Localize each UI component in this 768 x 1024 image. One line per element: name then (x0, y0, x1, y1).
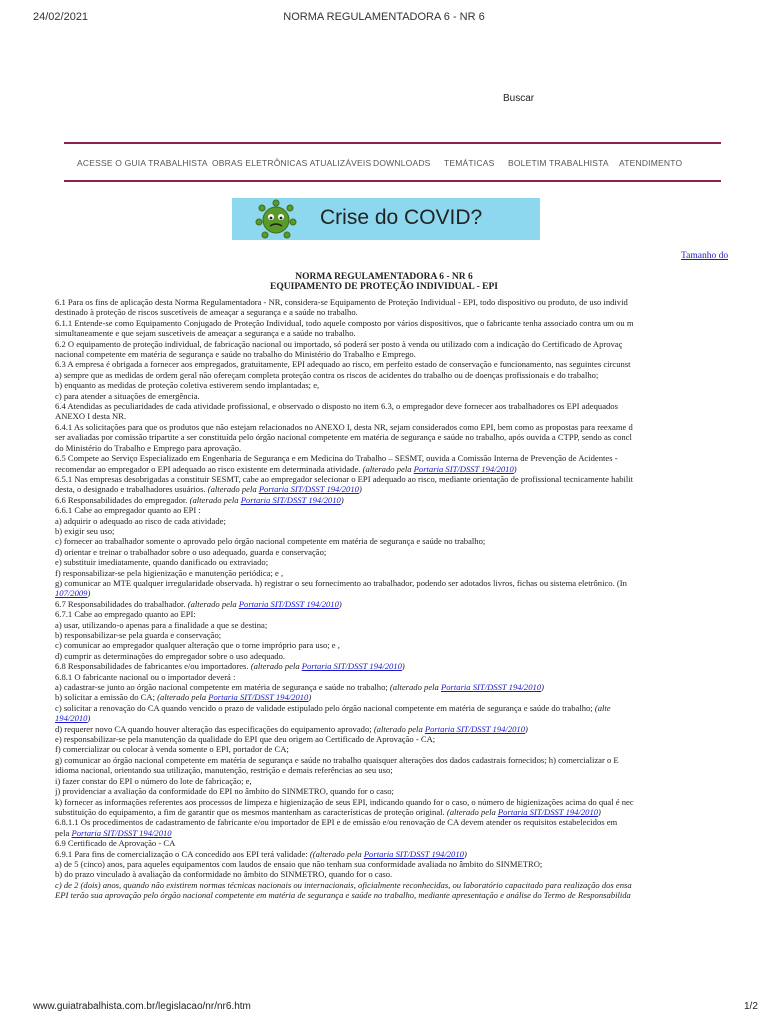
text-line: 6.1 Para os fins de aplicação desta Norma Regulamentadora - NR, considera-se Equipamento de Proteção Individual - EPI, todo dispositivo ou produto, de uso individ (55, 297, 628, 307)
portaria-link[interactable]: Portaria SIT/DSST 194/2010 (413, 463, 514, 474)
nav-item-boletim[interactable]: BOLETIM TRABALHISTA (508, 158, 609, 168)
doc-subtitle: EQUIPAMENTO DE PROTEÇÃO INDIVIDUAL - EPI (270, 282, 498, 292)
alteration-note: (alterado pela (157, 692, 209, 703)
portaria-link[interactable]: Portaria SIT/DSST 194/2010 (258, 484, 359, 495)
portaria-link[interactable]: Portaria SIT/DSST 194/2010 (441, 682, 542, 693)
text-line: d) requerer novo CA quando houver alteração das especificações do equipamento aprovado; (alterado pela Portaria SIT/DSST 194/2010) (55, 723, 528, 734)
text-line: c) comunicar ao empregador qualquer alteração que o torne impróprio para uso; e , (55, 640, 340, 651)
instruction-link[interactable]: 107/2009 (55, 588, 88, 599)
text-line: 6.6 Responsabilidades do empregador. (alterado pela Portaria SIT/DSST 194/2010) (55, 494, 344, 505)
text-line: destinado à proteção de riscos suscetíveis de ameaçar a segurança e a saúde no trabalho. (55, 307, 358, 318)
text-line: e) substituir imediatamente, quando danificado ou extraviado; (55, 557, 269, 568)
text-segment: 6.7 Responsabilidades do trabalhador. (55, 598, 188, 609)
text-segment: 6.9.1 Para fins de comercialização o CA concedido aos EPI terá validade: (55, 848, 310, 859)
page-url: www.guiatrabalhista.com.br/legislacao/nr/nr6.htm (33, 1001, 251, 1012)
portaria-link[interactable]: Portaria SIT/DSST 194/2010 (301, 661, 402, 672)
alteration-note: (alterado pela (250, 661, 302, 672)
portaria-link[interactable]: Portaria SIT/DSST 194/2010 (208, 692, 309, 703)
text-line: i) fazer constar do EPI o número do lote de fabricação; e, (55, 775, 252, 786)
text-line: 6.4 Atendidas as peculiaridades de cada atividade profissional, e observado o disposto no item 6.3, o empregador deve fornecer aos trabalhadores os EPI adequados (55, 401, 618, 412)
text-line: 107/2009) (55, 588, 91, 599)
text-line: c) de 2 (dois) anos, quando não existirem normas técnicas nacionais ou internacionais, oficialmente reconhecidas, ou laboratório capacitado para realização dos ensa (55, 879, 632, 890)
text-line: b) enquanto as medidas de proteção coletiva estiverem sendo implantadas; e, (55, 380, 320, 391)
text-line: 6.8 Responsabilidades de fabricantes e/ou importadores. (alterado pela Portaria SIT/DSST 194/2010) (55, 661, 405, 672)
text-segment: a) cadastrar-se junto ao órgão nacional competente em matéria de segurança e saúde no trabalho; (55, 682, 390, 693)
font-size-link[interactable]: Tamanho do (681, 251, 729, 261)
alteration-note: (alterado pela (373, 723, 425, 734)
text-line: 6.9 Certificado de Aprovação - CA (55, 838, 176, 849)
doc-title: NORMA REGULAMENTADORA 6 - NR 6 (295, 272, 473, 282)
nav-item-guia[interactable]: ACESSE O GUIA TRABALHISTA (77, 158, 208, 168)
text-line: g) comunicar ao MTE qualquer irregularidade observada. h) registrar o seu fornecimento ao trabalhador, podendo ser adotados livros, fichas ou sistema eletrônico. (In (55, 577, 627, 588)
text-line: f) responsabilizar-se pela higienização e manutenção periódica; e , (55, 567, 284, 578)
text-line: simultaneamente e que sejam suscetíveis de ameaçar a segurança e a saúde no trabalho. (55, 328, 356, 339)
text-line: a) usar, utilizando-o apenas para a finalidade a que se destina; (55, 619, 268, 630)
text-line: 6.6.1 Cabe ao empregador quanto ao EPI : (55, 505, 201, 516)
text-line: a) adquirir o adequado ao risco de cada atividade; (55, 515, 226, 526)
text-line: d) orientar e treinar o trabalhador sobre o uso adequado, guarda e conservação; (55, 546, 327, 557)
text-line: 6.7.1 Cabe ao empregado quanto ao EPI: (55, 609, 196, 620)
portaria-link[interactable]: Portaria SIT/DSST 194/2010 (238, 598, 339, 609)
text-line: f) comercializar ou colocar à venda somente o EPI, portador de CA; (55, 744, 289, 755)
portaria-link-cont[interactable]: 194/2010 (55, 713, 88, 724)
text-segment: d) requerer novo CA quando houver alteração das especificações do equipamento aprovado; (55, 723, 374, 734)
alteration-note: (alterado pela (312, 848, 364, 859)
text-line: b) solicitar a emissão do CA; (alterado pela Portaria SIT/DSST 194/2010) (55, 692, 312, 703)
portaria-link[interactable]: Portaria SIT/DSST 194/2010 (424, 723, 526, 734)
text-line: 6.4.1 As solicitações para que os produtos que não estejam relacionados no ANEXO I, desta NR, sejam considerados como EPI, bem como as propostas para reexame d (55, 421, 633, 432)
virus-icon (246, 198, 306, 240)
text-line: a) de 5 (cinco) anos, para aqueles equipamentos com laudos de ensaio que não tenham sua conformidade avaliada no âmbito do SINMETRO; (55, 858, 543, 869)
text-segment: b) solicitar a emissão do CA; (55, 692, 158, 703)
text-line: 6.3 A empresa é obrigada a fornecer aos empregados, gratuitamente, EPI adequado ao risco, em perfeito estado de conservação e funcionamento, nas seguintes circunst (55, 359, 631, 370)
alteration-note: (alterado pela (389, 682, 441, 693)
portaria-link[interactable]: Portaria SIT/DSST 194/2010 (240, 494, 341, 505)
text-line (55, 828, 768, 838)
main-nav (64, 158, 721, 172)
text-line: 6.5.1 Nas empresas desobrigadas a constituir SESMT, cabe ao empregador selecionar o EPI adequado ao risco, mediante orientação de profissional tecnicamente habilit (55, 473, 634, 484)
nav-top-rule (64, 142, 721, 144)
nav-item-downloads[interactable]: DOWNLOADS (373, 158, 431, 168)
alteration-note: (alterado pela (446, 806, 498, 817)
text-line: 6.8.1 O fabricante nacional ou o importador deverá : (55, 671, 236, 682)
text-line: substituição do equipamento, a fim de garantir que os mesmos mantenham as características de proteção original. (alterado pela Portaria SIT/DSST 194/2010) (55, 806, 601, 817)
nav-item-obras[interactable]: OBRAS ELETRÔNICAS ATUALIZÁVEIS (212, 158, 372, 168)
text-line: 6.9.1 Para fins de comercialização o CA concedido aos EPI terá validade: ((alterado pela Portaria SIT/DSST 194/2010) (55, 848, 467, 859)
page-number: 1/2 (744, 1001, 758, 1012)
text-segment: 6.6 Responsabilidades do empregador. (55, 494, 190, 505)
text-line: a) cadastrar-se junto ao órgão nacional competente em matéria de segurança e saúde no trabalho; (alterado pela Portaria SIT/DSST 194/2010) (55, 682, 544, 693)
text-line: do Ministério do Trabalho e Emprego para aprovação. (55, 442, 242, 453)
text-line: EPI terão sua aprovação pelo órgão nacional competente em matéria de segurança e saúde no trabalho, mediante apresentação e análise do Termo de Responsabilida (55, 890, 631, 901)
alteration-note: (alterado pela (362, 463, 414, 474)
text-line: g) comunicar ao órgão nacional competente em matéria de segurança e saúde no trabalho quaisquer alterações dos dados cadastrais fornecidos; h) comercializar o E (55, 754, 619, 765)
text-line: nacional competente em matéria de segurança e saúde no trabalho do Ministério do Trabalho e Emprego. (55, 349, 416, 360)
alteration-note: (alterado pela (189, 494, 241, 505)
alteration-note: (alterado pela (187, 598, 239, 609)
alteration-note: (alterado pela (207, 484, 259, 495)
nav-item-atendimento[interactable]: ATENDIMENTO (619, 158, 683, 168)
text-line: 6.1.1 Entende-se como Equipamento Conjugado de Proteção Individual, todo aquele composto por vários dispositivos, que o fabricante tenha associado contra um ou m (55, 317, 634, 328)
text-line: b) exigir seu uso; (55, 525, 115, 536)
text-line: ser avaliadas por comissão tripartite a ser constituída pelo órgão nacional competente em matéria de segurança e saúde no trabalho, após ouvida a CTPP, sendo as concl (55, 432, 632, 443)
portaria-link[interactable]: Portaria SIT/DSST 194/2010 (497, 806, 599, 817)
text-line: b) do prazo vinculado à avaliação da conformidade no âmbito do SINMETRO, quando for o caso. (55, 869, 393, 880)
text-line: j) providenciar a avaliação da conformidade do EPI no âmbito do SINMETRO, quando for o caso; (55, 786, 394, 797)
text-line: k) fornecer as informações referentes aos processos de limpeza e higienização de seus EPI, indicando quando for o caso, o número de higienizações acima do qual é nec (55, 796, 634, 807)
text-line: idioma nacional, orientando sua utilização, manutenção, restrição e demais referências ao seu uso; (55, 765, 393, 776)
search-link[interactable]: Buscar (503, 93, 535, 104)
text-line: desta, o designado e trabalhadores usuários. (alterado pela Portaria SIT/DSST 194/2010) (55, 484, 362, 495)
text-line: d) cumprir as determinações do empregador sobre o uso adequado. (55, 650, 286, 661)
text-line: 6.8.1.1 Os procedimentos de cadastramento de fabricante e/ou importador de EPI e de emissão e/ou renovação de CA devem atender os requisitos estabelecidos em (55, 817, 618, 828)
portaria-link[interactable]: Portaria SIT/DSST 194/2010 (71, 827, 172, 838)
print-title: NORMA REGULAMENTADORA 6 - NR 6 (283, 11, 485, 23)
nav-item-tematicas[interactable]: TEMÁTICAS (444, 158, 495, 168)
text-line: c) fornecer ao trabalhador somente o aprovado pelo órgão nacional competente em matéria de segurança e saúde no trabalho; (55, 536, 486, 547)
text-line: b) responsabilizar-se pela guarda e conservação; (55, 630, 222, 640)
text-line: 6.2 O equipamento de proteção individual, de fabricação nacional ou importado, só poderá ser posto à venda ou utilizado com a indicação do Certificado de Aprovaç (55, 338, 623, 349)
text-line: 194/2010) (55, 713, 91, 724)
text-line: ANEXO I desta NR. (55, 411, 127, 422)
text-segment: c) solicitar a renovação do CA quando vencido o prazo de validade estipulado pelo órgão nacional competente em matéria de segurança e saúde do trabalho; (55, 702, 595, 713)
nav-bottom-rule (64, 180, 721, 182)
print-date: 24/02/2021 (33, 11, 89, 23)
text-line: 6.7 Responsabilidades do trabalhador. (alterado pela Portaria SIT/DSST 194/2010) (55, 598, 342, 609)
text-segment: desta, o designado e trabalhadores usuários. (55, 484, 208, 495)
text-segment: 6.8 Responsabilidades de fabricantes e/ou importadores. (55, 661, 251, 672)
text-segment: substituição do equipamento, a fim de garantir que os mesmos mantenham as características de proteção original. (55, 806, 447, 817)
text-line: 6.5 Compete ao Serviço Especializado em Engenharia de Segurança e em Medicina do Trabalho – SESMT, ouvida a Comissão Interna de Prevenção de Acidentes - (55, 453, 618, 464)
banner-text: Crise do COVID? (320, 206, 483, 229)
document-body (55, 297, 768, 901)
text-segment: pela (55, 827, 72, 838)
print-header (0, 0, 768, 30)
covid-banner[interactable] (232, 198, 540, 240)
alteration-note-cut: (alte (594, 702, 611, 713)
text-segment: recomendar ao empregador o EPI adequado ao risco existente em determinada atividade. (55, 463, 363, 474)
text-line: recomendar ao empregador o EPI adequado ao risco existente em determinada atividade. (alterado pela Portaria SIT/DSST 194/2010) (55, 463, 517, 474)
text-line: c) para atender a situações de emergência. (55, 390, 200, 401)
text-line: a) sempre que as medidas de ordem geral não ofereçam completa proteção contra os riscos de acidentes do trabalho ou de doenças profissionais e do trabalho; (55, 369, 599, 380)
text-line: e) responsabilizar-se pela manutenção da qualidade do EPI que deu origem ao Certificado de Aprovação - CA; (55, 734, 436, 745)
portaria-link[interactable]: Portaria SIT/DSST 194/2010 (363, 848, 464, 859)
text-line (55, 703, 768, 713)
